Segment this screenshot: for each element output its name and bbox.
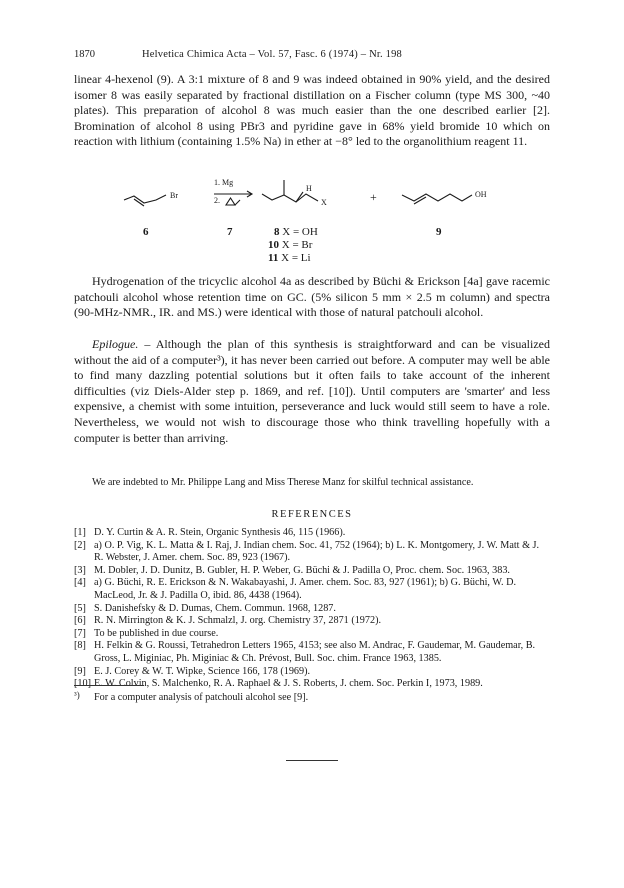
- reagent-mg-label: 1. Mg: [214, 178, 234, 187]
- paragraph-synthesis: linear 4-hexenol (9). A 3:1 mixture of 8 and 9 was indeed obtained in 90% yield, and the desired isomer 8 was easily separated by fractional distillation on a Fischer column (type MS 300, ~40 plates). This preparation of alcohol 8 was much easier than the one described earlier [2]. Bromination of alcohol 8 using PBr3 and pyridine gave in 68% yield bromide 10 which on reaction with lithium (containing 1.5% Na) in ether at −8° led to the organolithium reagent 11.: [74, 72, 550, 149]
- compound-9-skeleton: [402, 194, 472, 201]
- reference-item: [3] M. Dobler, J. D. Dunitz, B. Gubler, H. P. Weber, G. Büchi & J. Padilla O, Proc. chem. Soc. 1963, 383.: [74, 564, 510, 576]
- bromo-label: Br: [170, 191, 178, 200]
- hydroxyl-label: OH: [475, 190, 487, 199]
- reagent-epoxide-label: 2.: [214, 196, 220, 205]
- reference-item: [4] a) G. Büchi, R. E. Erickson & N. Wakabayashi, J. Amer. chem. Soc. 83, 927 (1961); b) G. Büchi, W. D. MacLeod, Jr. & J. Padilla O, ibid. 86, 4438 (1964).: [74, 577, 516, 601]
- reference-item: [9] E. J. Corey & W. T. Wipke, Science 166, 178 (1969).: [74, 665, 311, 677]
- reference-item: [6] R. N. Mirrington & K. J. Schmalzl, J. org. Chemistry 37, 2871 (1972).: [74, 615, 382, 627]
- footnote-divider: [74, 685, 144, 686]
- compound-6-skeleton: [124, 195, 166, 203]
- epilogue-heading: Epilogue.: [92, 337, 139, 351]
- reference-item: [8] H. Felkin & G. Roussi, Tetrahedron Letters 1965, 4153; see also M. Andrac, F. Gaudemar, M. Gaudemar, B. Gross, L. Miginiac, Ph. Miginiac & Ch. Prévost, Bull. Soc. chim. France 1963, 1385.: [74, 640, 536, 664]
- compound-7-label: 7: [227, 226, 233, 238]
- reaction-scheme: [74, 170, 550, 270]
- plus-sign: +: [370, 190, 377, 204]
- acknowledgement: We are indebted to Mr. Philippe Lang and Miss Therese Manz for skilful technical assistance.: [92, 477, 474, 488]
- compound-11-label: 11 X = Li: [268, 252, 311, 264]
- paragraph-hydrogenation: Hydrogenation of the tricyclic alcohol 4a as described by Büchi & Erickson [4a] gave racemic patchouli alcohol whose retention time on GC. (5% silicon 5 mm × 2.5 m column) and spectra (90-MHz-NMR., IR. and MS.) were identical with those of natural patchouli alcohol.: [74, 274, 550, 320]
- footnote-mark: ³): [74, 690, 80, 700]
- epoxide-icon: [226, 198, 235, 205]
- compound-9-label: 9: [436, 226, 442, 238]
- compound-6-label: 6: [143, 226, 149, 238]
- references-heading: REFERENCES: [271, 509, 353, 520]
- journal-citation: Helvetica Chimica Acta – Vol. 57, Fasc. 6 (1974) – Nr. 198: [142, 49, 402, 60]
- compound-8-label: 8 X = OH: [274, 226, 318, 238]
- reference-item: [2] a) O. P. Vig, K. L. Matta & I. Raj, J. Indian chem. Soc. 41, 752 (1964); b) L. K. Montgomery, J. W. Matt & J. R. Webster, J. Amer. chem. Soc. 89, 923 (1967).: [74, 539, 540, 564]
- reference-item: [1] D. Y. Curtin & A. R. Stein, Organic Synthesis 46, 115 (1966).: [74, 527, 346, 538]
- end-rule: [286, 760, 338, 761]
- reference-item: [5] S. Danishefsky & D. Dumas, Chem. Commun. 1968, 1287.: [74, 602, 336, 614]
- reference-list: [74, 527, 550, 691]
- scheme-drawing: [74, 170, 550, 270]
- hydrogen-label: H: [306, 184, 312, 193]
- footnote-text: For a computer analysis of patchouli alcohol see [9].: [94, 692, 309, 703]
- paragraph-epilogue: Epilogue. – Although the plan of this synthesis is straightforward and can be visualized without the aid of a computer³), it has never been carried out before. A computer may well be able to find many dazzling potential solutions but it often fails to take account of the inherent difficulties (viz Diels-Alder step p. 1869, and ref. [10]). Until computers are 'smarter' and less expensive, a chemist with some intuition, perseverance and luck would still seem to have a role. Nevertheless, we would not wish to discourage those who think travelling hopefully with a computer is better than arriving.: [74, 337, 550, 445]
- compound-8-skeleton: [262, 194, 318, 202]
- reference-item: [10] E. W. Colvin, S. Malchenko, R. A. Raphael & J. S. Roberts, J. chem. Soc. Perkin I, 1973, 1989.: [74, 678, 483, 690]
- page-number: 1870: [74, 49, 95, 60]
- substituent-x-label: X: [321, 198, 327, 207]
- reference-item: [7] To be published in due course.: [74, 627, 219, 639]
- compound-10-label: 10 X = Br: [268, 239, 313, 251]
